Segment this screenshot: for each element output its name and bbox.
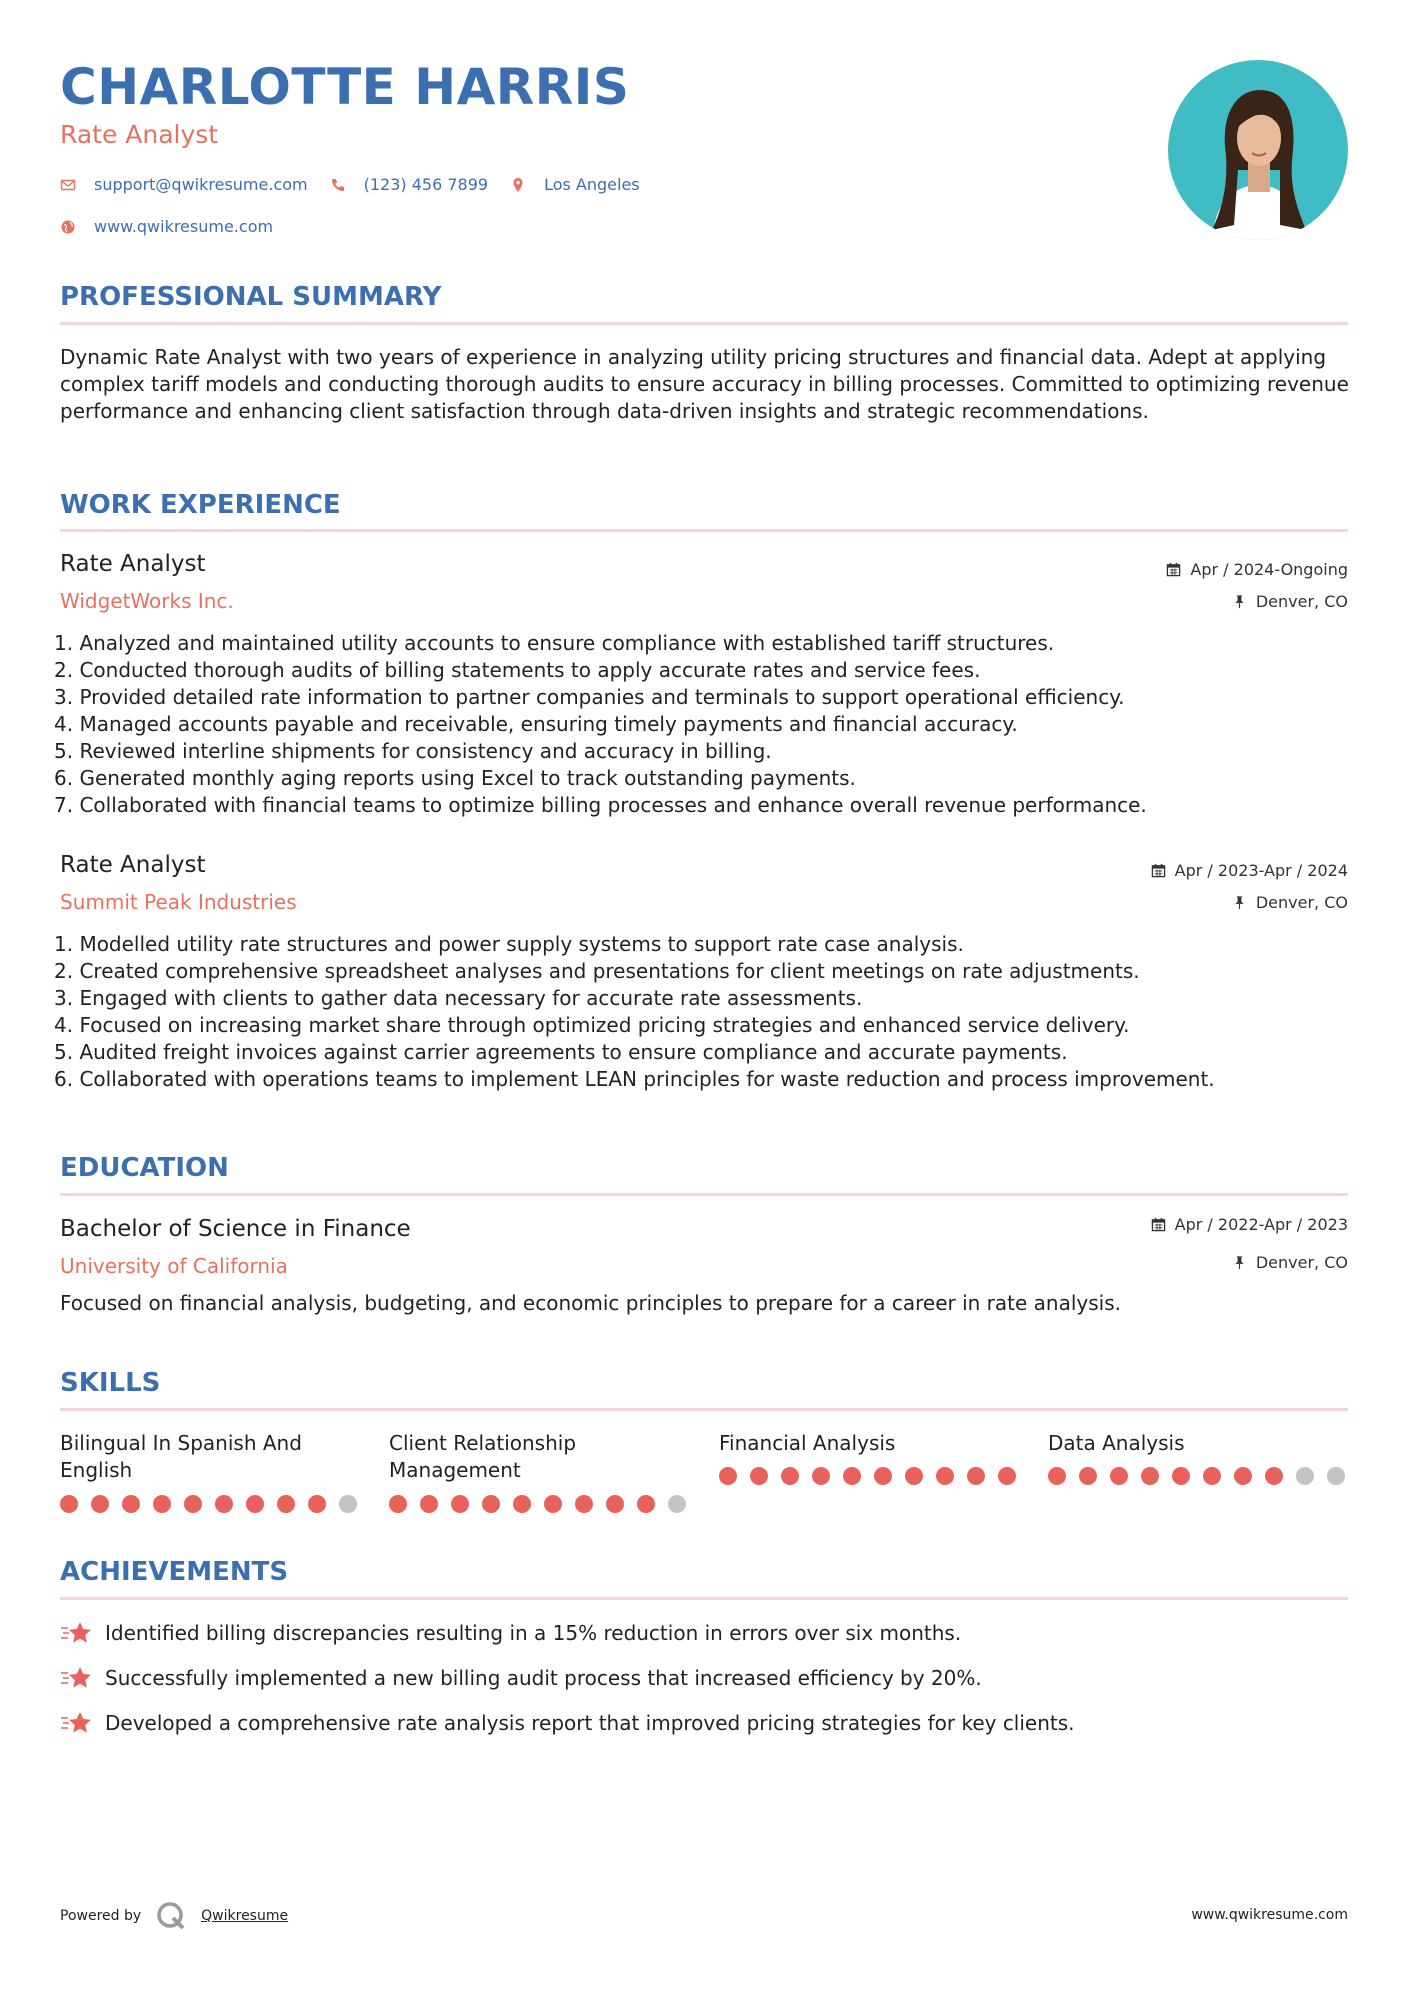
candidate-name: CHARLOTTE HARRIS [60, 58, 630, 116]
list-item: 1. Analyzed and maintained utility accounts to ensure compliance with established tariff structures. [54, 631, 1055, 655]
rating-dot-filled [905, 1467, 923, 1485]
rating-dot-filled [1265, 1467, 1283, 1485]
powered-by-text: Powered by [60, 1908, 142, 1924]
phone-text: (123) 456 7899 [363, 175, 489, 194]
section-divider [60, 1597, 1348, 1600]
brand-link[interactable]: Qwikresume [201, 1908, 289, 1924]
skill-name: Data Analysis [1048, 1431, 1185, 1455]
list-item: 3. Engaged with clients to gather data necessary for accurate rate assessments. [54, 986, 863, 1010]
envelope-icon [60, 177, 76, 193]
summary-text: Dynamic Rate Analyst with two years of experience in analyzing utility pricing structures and financial data. Adept at applying complex tariff models and conducting thorough audits to ensure accuracy in billing processes. Committed to optimizing revenue performance and enhancing client satisfaction through data-driven insights and strategic recommendations. [60, 345, 1349, 423]
achievement-text: Identified billing discrepancies resulting in a 15% reduction in errors over six months. [105, 1621, 962, 1645]
rating-dot-filled [967, 1467, 985, 1485]
skills-heading: SKILLS [60, 1368, 161, 1398]
job-dates [1151, 861, 1348, 880]
job-bullets [54, 630, 1354, 819]
list-item: 7. Collaborated with financial teams to optimize billing processes and enhance overall revenue performance. [54, 793, 1147, 817]
star-icon [60, 1709, 94, 1737]
rating-dot-filled [750, 1467, 768, 1485]
achievement-item [60, 1709, 1075, 1737]
list-item: 3. Provided detailed rate information to partner companies and terminals to support operational efficiency. [54, 685, 1125, 709]
list-item: 4. Managed accounts payable and receivable, ensuring timely payments and financial accuracy. [54, 712, 1018, 736]
rating-dot-filled [420, 1495, 438, 1513]
rating-dot-filled [122, 1495, 140, 1513]
profile-photo [1168, 60, 1348, 240]
experience-heading: WORK EXPERIENCE [60, 490, 341, 520]
website-contact[interactable] [60, 217, 273, 236]
job-title: Rate Analyst [60, 551, 206, 577]
job-location-text: Denver, CO [1255, 893, 1348, 912]
globe-icon [60, 219, 76, 235]
rating-dot-filled [389, 1495, 407, 1513]
skill-rating [60, 1495, 370, 1513]
pushpin-icon [1232, 594, 1247, 609]
rating-dot-empty [339, 1495, 357, 1513]
summary-heading: PROFESSIONAL SUMMARY [60, 282, 442, 312]
section-divider [60, 529, 1348, 532]
contact-row [60, 175, 662, 194]
rating-dot-filled [1048, 1467, 1066, 1485]
achievement-text: Developed a comprehensive rate analysis report that improved pricing strategies for key clients. [105, 1711, 1075, 1735]
map-pin-icon [510, 177, 526, 193]
rating-dot-filled [575, 1495, 593, 1513]
phone-icon [330, 177, 346, 193]
job-dates-text: Apr / 2024-Ongoing [1190, 560, 1348, 579]
degree-title: Bachelor of Science in Finance [60, 1216, 411, 1242]
skill-rating [389, 1495, 699, 1513]
skill-item [389, 1430, 689, 1484]
school-name: University of California [60, 1254, 288, 1278]
rating-dot-filled [998, 1467, 1016, 1485]
rating-dot-filled [606, 1495, 624, 1513]
list-item: 6. Generated monthly aging reports using Excel to track outstanding payments. [54, 766, 856, 790]
phone-contact[interactable] [330, 175, 488, 194]
location-text: Los Angeles [544, 175, 640, 194]
rating-dot-filled [1141, 1467, 1159, 1485]
website-text: www.qwikresume.com [94, 217, 274, 236]
education-location-text: Denver, CO [1255, 1253, 1348, 1272]
skill-name: Client Relationship Management [389, 1431, 577, 1482]
job-location [1232, 592, 1348, 611]
rating-dot-empty [668, 1495, 686, 1513]
skill-name: Bilingual In Spanish And English [60, 1431, 302, 1482]
list-item: 2. Created comprehensive spreadsheet analyses and presentations for client meetings on rate adjustments. [54, 959, 1140, 983]
rating-dot-filled [513, 1495, 531, 1513]
rating-dot-filled [1234, 1467, 1252, 1485]
location-contact [510, 175, 640, 194]
education-dates-text: Apr / 2022-Apr / 2023 [1174, 1215, 1348, 1234]
education-heading: EDUCATION [60, 1153, 229, 1183]
rating-dot-filled [1110, 1467, 1128, 1485]
job-title: Rate Analyst [60, 852, 206, 878]
list-item: 4. Focused on increasing market share through optimized pricing strategies and enhanced service delivery. [54, 1013, 1130, 1037]
job-company: WidgetWorks Inc. [60, 589, 234, 613]
section-divider [60, 322, 1348, 325]
rating-dot-filled [781, 1467, 799, 1485]
website-row [60, 217, 295, 236]
rating-dot-filled [482, 1495, 500, 1513]
rating-dot-filled [1203, 1467, 1221, 1485]
achievement-item [60, 1619, 961, 1647]
list-item: 1. Modelled utility rate structures and power supply systems to support rate case analysis. [54, 932, 964, 956]
job-location-text: Denver, CO [1255, 592, 1348, 611]
rating-dot-filled [246, 1495, 264, 1513]
rating-dot-filled [153, 1495, 171, 1513]
rating-dot-filled [451, 1495, 469, 1513]
rating-dot-filled [936, 1467, 954, 1485]
achievements-heading: ACHIEVEMENTS [60, 1557, 289, 1587]
calendar-icon [1166, 562, 1181, 577]
pushpin-icon [1232, 895, 1247, 910]
achievement-item [60, 1664, 982, 1692]
rating-dot-filled [215, 1495, 233, 1513]
job-location [1232, 893, 1348, 912]
job-dates-text: Apr / 2023-Apr / 2024 [1174, 861, 1348, 880]
rating-dot-empty [1327, 1467, 1345, 1485]
rating-dot-filled [184, 1495, 202, 1513]
calendar-icon [1151, 1217, 1166, 1232]
education-description: Focused on financial analysis, budgeting, and economic principles to prepare for a career in rate analysis. [60, 1291, 1121, 1315]
list-item: 5. Reviewed interline shipments for consistency and accuracy in billing. [54, 739, 772, 763]
list-item: 2. Conducted thorough audits of billing statements to apply accurate rates and service fees. [54, 658, 981, 682]
rating-dot-filled [60, 1495, 78, 1513]
candidate-role: Rate Analyst [60, 120, 219, 149]
list-item: 5. Audited freight invoices against carrier agreements to ensure compliance and accurate payments. [54, 1040, 1068, 1064]
pushpin-icon [1232, 1255, 1247, 1270]
qwikresume-logo-icon [155, 1900, 187, 1932]
rating-dot-filled [1172, 1467, 1190, 1485]
rating-dot-empty [1296, 1467, 1314, 1485]
list-item: 6. Collaborated with operations teams to implement LEAN principles for waste reduction and process improvement. [54, 1067, 1215, 1091]
footer-powered-by [60, 1900, 288, 1932]
calendar-icon [1151, 863, 1166, 878]
section-divider [60, 1193, 1348, 1196]
job-company: Summit Peak Industries [60, 890, 297, 914]
rating-dot-filled [277, 1495, 295, 1513]
skill-item [60, 1430, 360, 1484]
rating-dot-filled [843, 1467, 861, 1485]
education-dates [1151, 1215, 1348, 1234]
skill-rating [719, 1467, 1029, 1485]
job-bullets [54, 931, 1354, 1093]
rating-dot-filled [91, 1495, 109, 1513]
rating-dot-filled [308, 1495, 326, 1513]
star-icon [60, 1619, 94, 1647]
skill-name: Financial Analysis [719, 1431, 896, 1455]
rating-dot-filled [544, 1495, 562, 1513]
education-location [1232, 1253, 1348, 1272]
skill-rating [1048, 1467, 1358, 1485]
section-divider [60, 1408, 1348, 1411]
star-icon [60, 1664, 94, 1692]
rating-dot-filled [637, 1495, 655, 1513]
rating-dot-filled [1079, 1467, 1097, 1485]
rating-dot-filled [874, 1467, 892, 1485]
job-dates [1166, 560, 1348, 579]
achievement-text: Successfully implemented a new billing audit process that increased efficiency by 20%. [105, 1666, 982, 1690]
email-text: support@qwikresume.com [94, 175, 308, 194]
rating-dot-filled [812, 1467, 830, 1485]
footer-website[interactable]: www.qwikresume.com [1191, 1907, 1348, 1923]
rating-dot-filled [719, 1467, 737, 1485]
email-contact[interactable] [60, 175, 308, 194]
